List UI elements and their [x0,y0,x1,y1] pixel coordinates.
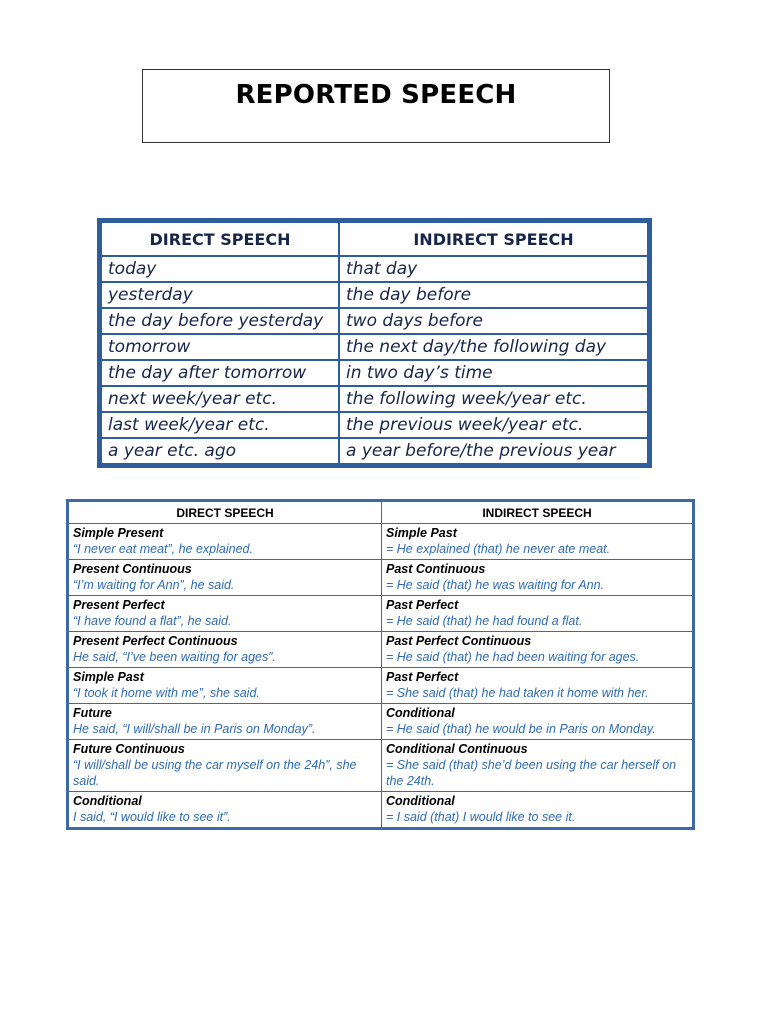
example-text: “I will/shall be using the car myself on the 24h”, she said. [73,757,357,788]
indirect-cell: in two day’s time [339,360,648,386]
table-row [69,667,693,703]
table-row [101,386,648,412]
tense-label: Past Perfect [386,669,459,684]
direct-cell: yesterday [101,282,339,308]
table-row [101,412,648,438]
title-box [142,69,610,143]
tense-label: Present Perfect Continuous [73,633,238,648]
example-text: “I have found a flat”, he said. [73,613,232,628]
tense-changes-table [66,499,695,830]
tense-label: Simple Past [386,526,457,540]
header-direct-speech: DIRECT SPEECH [69,502,382,524]
indirect-cell: that day [339,256,648,282]
tense-label: Conditional [386,794,455,808]
indirect-cell [382,703,693,739]
direct-cell: a year etc. ago [101,438,339,464]
example-text: = He said (that) he was waiting for Ann. [386,577,605,592]
header-indirect-speech: INDIRECT SPEECH [339,222,648,256]
indirect-cell: the previous week/year etc. [339,412,648,438]
indirect-cell: two days before [339,308,648,334]
direct-cell [69,595,382,631]
table-header-row [69,502,693,524]
tense-label: Present Perfect [73,597,165,612]
indirect-cell: the next day/the following day [339,334,648,360]
direct-cell [69,739,382,791]
page-title: REPORTED SPEECH [235,80,517,110]
direct-cell: the day after tomorrow [101,360,339,386]
table-row [69,631,693,667]
direct-cell [69,559,382,595]
table-row [101,256,648,282]
table-row [69,739,693,791]
tense-label: Future [73,705,112,720]
tense-label: Past Perfect [386,597,459,612]
time-expressions-table [97,218,652,468]
example-text: He said, “I will/shall be in Paris on Monday”. [73,721,316,736]
indirect-cell [382,595,693,631]
example-text: = She said (that) she’d been using the car herself on the 24th. [386,757,677,788]
table-row [101,334,648,360]
tense-label: Present Continuous [73,561,192,576]
tense-label: Past Continuous [386,561,486,576]
direct-cell [69,792,382,828]
table-row [101,308,648,334]
direct-cell [69,524,382,560]
table-row [69,703,693,739]
table-header-row [101,222,648,256]
example-text: = I said (that) I would like to see it. [386,810,576,824]
direct-cell: tomorrow [101,334,339,360]
example-text: He said, “I’ve been waiting for ages”. [73,649,276,664]
header-indirect-speech: INDIRECT SPEECH [382,502,693,524]
example-text: = He said (that) he had found a flat. [386,613,583,628]
indirect-cell: the following week/year etc. [339,386,648,412]
example-text: = She said (that) he had taken it home with her. [386,685,649,700]
tense-label: Conditional Continuous [386,741,528,756]
example-text: = He explained (that) he never ate meat. [386,542,611,556]
direct-cell [69,631,382,667]
direct-cell: last week/year etc. [101,412,339,438]
header-direct-speech: DIRECT SPEECH [101,222,339,256]
indirect-cell [382,524,693,560]
example-text: “I’m waiting for Ann”, he said. [73,577,235,592]
indirect-cell [382,631,693,667]
direct-cell [69,703,382,739]
tense-label: Future Continuous [73,741,185,756]
example-text: = He said (that) he would be in Paris on Monday. [386,721,656,736]
table-row [101,282,648,308]
indirect-cell [382,739,693,791]
example-text: = He said (that) he had been waiting for ages. [386,649,640,664]
table-row [101,438,648,464]
example-text: I said, “I would like to see it”. [73,810,231,824]
indirect-cell: a year before/the previous year [339,438,648,464]
table-row [101,360,648,386]
indirect-cell [382,667,693,703]
indirect-cell: the day before [339,282,648,308]
direct-cell: today [101,256,339,282]
table-row [69,792,693,828]
tense-label: Conditional [386,705,455,720]
indirect-cell [382,792,693,828]
direct-cell: the day before yesterday [101,308,339,334]
table-row [69,524,693,560]
tense-label: Simple Past [73,669,144,684]
table-row [69,559,693,595]
direct-cell [69,667,382,703]
tense-label: Past Perfect Continuous [386,633,532,648]
table-row [69,595,693,631]
tense-label: Simple Present [73,526,164,540]
tense-label: Conditional [73,794,142,808]
direct-cell: next week/year etc. [101,386,339,412]
indirect-cell [382,559,693,595]
example-text: “I never eat meat”, he explained. [73,542,253,556]
example-text: “I took it home with me”, she said. [73,685,260,700]
